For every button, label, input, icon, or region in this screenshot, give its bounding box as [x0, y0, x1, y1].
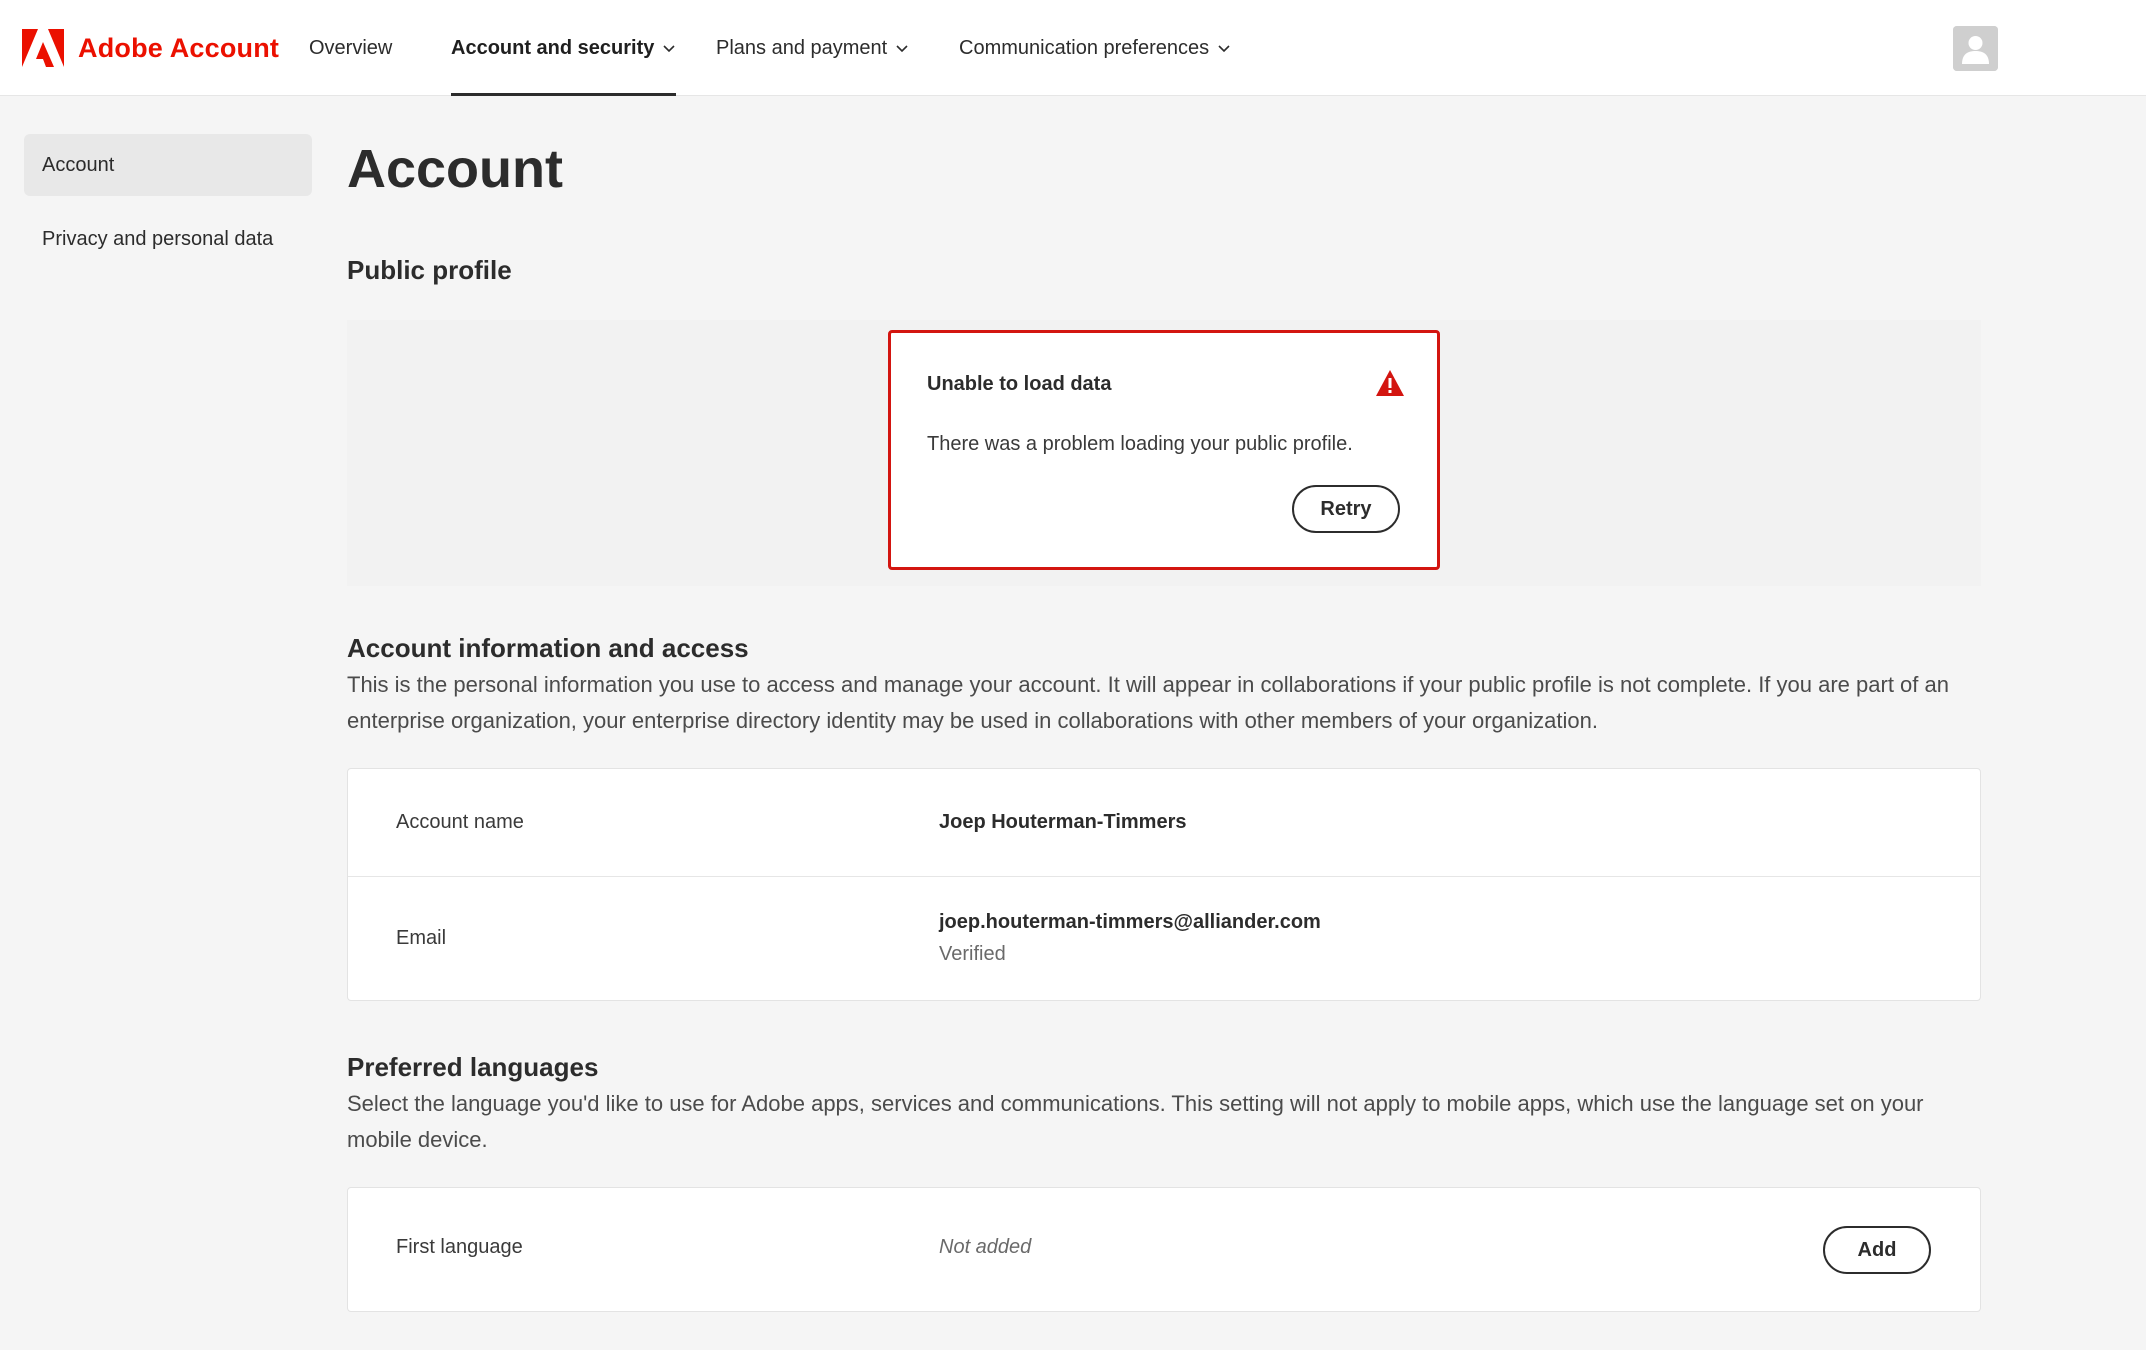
- nav-plans-and-payment[interactable]: [716, 0, 909, 96]
- chevron-down-icon: [895, 43, 909, 53]
- error-title: Unable to load data: [927, 373, 1112, 395]
- nav-account-and-security-label: Account and security: [451, 36, 655, 59]
- top-navigation-bar: [0, 0, 2146, 96]
- retry-button[interactable]: Retry: [1292, 485, 1400, 533]
- preferred-languages-heading: Preferred languages: [347, 1052, 599, 1082]
- page-title: Account: [347, 139, 563, 199]
- nav-plans-and-payment-label: Plans and payment: [716, 36, 888, 59]
- chevron-down-icon: [662, 43, 676, 53]
- account-name-value: Joep Houterman-Timmers: [939, 811, 1187, 833]
- sidebar-item-label: Privacy and personal data: [42, 227, 274, 250]
- sidebar-item-account[interactable]: [24, 134, 312, 196]
- email-label: Email: [396, 927, 447, 949]
- brand-name: Adobe Account: [78, 32, 280, 63]
- adobe-logo-icon: [22, 29, 64, 67]
- email-verified-status: Verified: [939, 943, 1006, 965]
- sidebar-item-label: Account: [42, 153, 115, 176]
- nav-communication-preferences[interactable]: [959, 0, 1231, 96]
- table-row: [348, 769, 1980, 877]
- account-name-label: Account name: [396, 811, 524, 833]
- alert-triangle-icon: [1375, 369, 1405, 397]
- error-card: [888, 330, 1440, 570]
- nav-account-and-security[interactable]: [451, 0, 676, 96]
- account-info-card: [347, 768, 1981, 1001]
- first-language-value: Not added: [939, 1236, 1032, 1258]
- nav-overview-label: Overview: [309, 36, 393, 59]
- account-info-description: This is the personal information you use to access and manage your account. It will appear in collaborations if your public profile is not complete. If you are part of an enterprise organization, your enterprise directory identity may be used in collaborations with other members of your organization.: [347, 672, 1949, 733]
- nav-communication-preferences-label: Communication preferences: [959, 36, 1210, 59]
- brand-link[interactable]: [22, 28, 279, 68]
- error-message: There was a problem loading your public profile.: [927, 433, 1353, 455]
- table-row: [348, 877, 1980, 1000]
- chevron-down-icon: [1217, 43, 1231, 53]
- first-language-label: First language: [396, 1236, 523, 1258]
- email-value: joep.houterman-timmers@alliander.com: [939, 911, 1321, 933]
- user-avatar-icon: [1953, 26, 1998, 71]
- add-language-button[interactable]: Add: [1823, 1226, 1931, 1274]
- table-row: [348, 1188, 1980, 1311]
- preferred-languages-description: Select the language you'd like to use for Adobe apps, services and communications. This setting will not apply to mobile apps, which use the language set on your mobile device.: [347, 1091, 1924, 1152]
- nav-overview[interactable]: [309, 0, 392, 96]
- preferred-languages-card: [347, 1187, 1981, 1312]
- account-info-heading: Account information and access: [347, 633, 749, 663]
- user-avatar-button[interactable]: [1953, 26, 1998, 71]
- sidebar-item-privacy-and-personal-data[interactable]: [24, 208, 312, 270]
- public-profile-heading: Public profile: [347, 255, 512, 285]
